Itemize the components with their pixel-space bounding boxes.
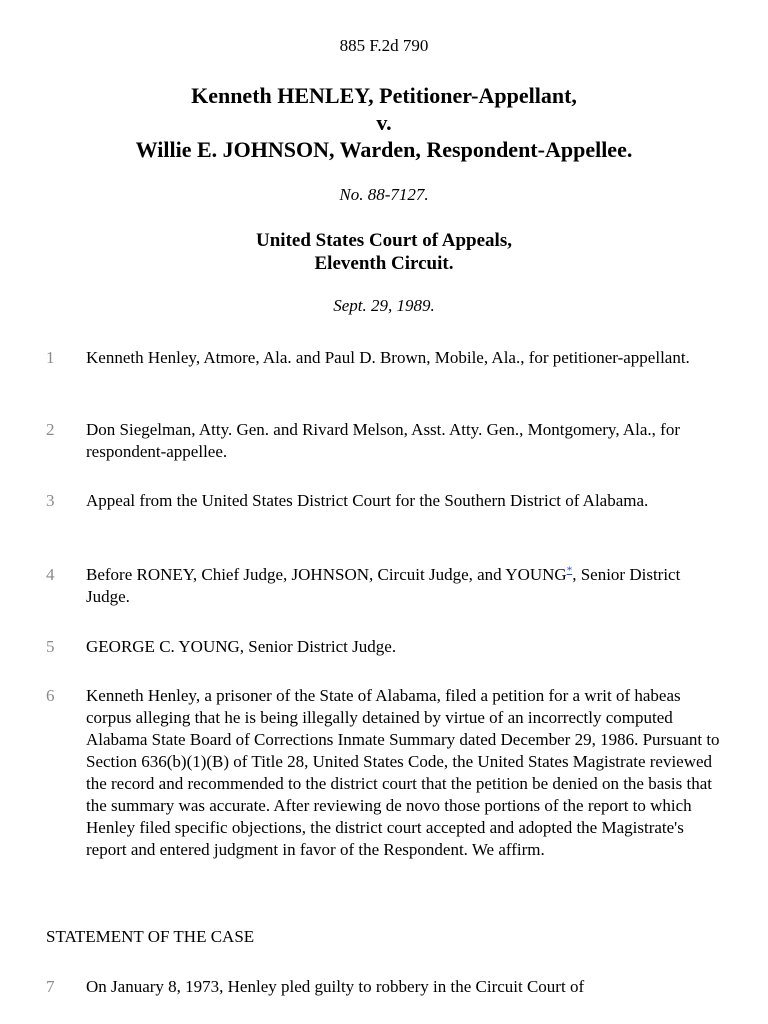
paragraph-number: 4 [46,565,55,584]
paragraph-text: On January 8, 1973, Henley pled guilty to robbery in the Circuit Court of [86,977,585,996]
paragraph-number: 6 [46,686,55,705]
paragraph-number: 1 [46,348,55,367]
docket-number: No. 88-7127. [339,185,429,204]
section-heading: STATEMENT OF THE CASE [46,927,255,946]
paragraph-number: 3 [46,491,55,510]
paragraph-text: Don Siegelman, Atty. Gen. and Rivard Melson, Asst. Atty. Gen., Montgomery, Ala., for respondent-appellee. [86,420,680,461]
paragraph-text [86,564,726,608]
circuit-line: Eleventh Circuit. [314,253,454,274]
paragraph-number: 7 [46,977,55,996]
paragraph-number: 2 [46,420,55,439]
judges-text: Before RONEY, Chief Judge, JOHNSON, Circuit Judge, and YOUNG [86,565,567,584]
petitioner-line: Kenneth HENLEY, Petitioner-Appellant, [191,83,577,108]
paragraph-text: GEORGE C. YOUNG, Senior District Judge. [86,637,397,656]
court-line: United States Court of Appeals, [256,230,512,251]
paragraph-text: Kenneth Henley, a prisoner of the State of Alabama, filed a petition for a writ of habeas corpus alleging that he is being illegally detained by virtue of an incorrectly computed Alabama State Board of Corrections Inmate Summary dated December 29, 1986. Pursuant to Section 636(b)(1)(B) of Title 28, United States Code, the United States Magistrate reviewed the record and recommended to the district court that the petition be denied on the basis that the summary was accurate. After reviewing de novo those portions of the report to which Henley filed specific objections, the district court accepted and adopted the Magistrate's report and entered judgment in favor of the Respondent. We affirm. [86,686,720,859]
footnote-link[interactable]: * [566,564,573,577]
paragraph-text: Appeal from the United States District Court for the Southern District of Alabama. [86,491,649,510]
paragraph-number: 5 [46,637,55,656]
case-title [0,82,768,163]
respondent-line: Willie E. JOHNSON, Warden, Respondent-Appellee. [135,137,633,162]
court-name [0,229,768,275]
judges-text-end: , Senior District Judge. [86,565,681,606]
decision-date: Sept. 29, 1989. [333,296,435,315]
paragraph-text: Kenneth Henley, Atmore, Ala. and Paul D. Brown, Mobile, Ala., for petitioner-appellant. [86,348,690,367]
versus-line: v. [376,110,392,135]
citation: 885 F.2d 790 [339,36,429,55]
